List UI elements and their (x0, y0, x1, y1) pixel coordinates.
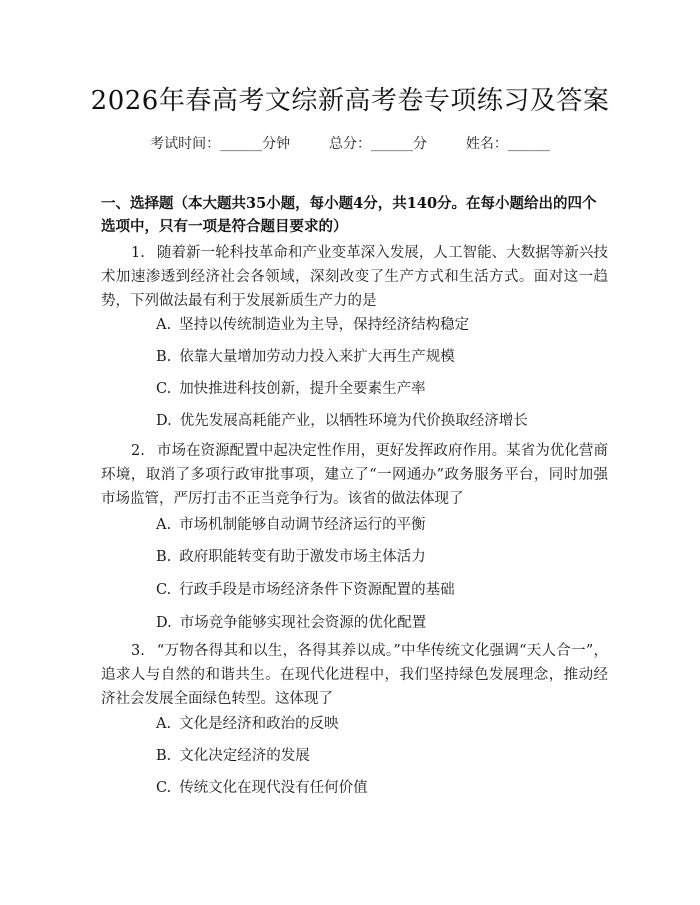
question-3-option-c (156, 778, 368, 798)
option-letter: B. (156, 748, 172, 764)
question-3-stem (101, 639, 608, 711)
option-letter: C. (156, 780, 172, 796)
page-title: 2026年春高考文综新高考卷专项练习及答案 (90, 86, 610, 116)
option-text: 坚持以传统制造业为主导，保持经济结构稳定 (179, 317, 470, 333)
question-number: 2. (131, 443, 145, 459)
question-1-option-c (156, 379, 426, 399)
option-text: 传统文化在现代没有任何价值 (179, 780, 368, 796)
option-text: 行政手段是市场经济条件下资源配置的基础 (179, 582, 455, 598)
question-3-option-b (156, 746, 310, 766)
question-text: 市场在资源配置中起决定性作用，更好发挥政府作用。某省为优化营商环境，取消了多项行政审批事项，建立了“一网通办”政务服务平台，同时加强市场监管，严厉打击不正当竞争行为。该省的做法体现了 (101, 443, 608, 507)
option-letter: A. (156, 317, 172, 333)
question-1-option-b (156, 347, 455, 367)
option-letter: C. (156, 582, 172, 598)
option-text: 文化是经济和政治的反映 (179, 716, 339, 732)
question-number: 1. (131, 245, 145, 261)
question-2-option-d (156, 613, 426, 633)
option-text: 政府职能转变有助于激发市场主体活力 (179, 549, 426, 565)
question-3-option-a (156, 714, 339, 734)
option-letter: B. (156, 349, 172, 365)
option-text: 依靠大量增加劳动力投入来扩大再生产规模 (179, 349, 455, 365)
exam-info-line (0, 133, 700, 153)
question-2-stem (101, 439, 608, 511)
question-1-option-a (156, 315, 469, 335)
option-letter: D. (156, 413, 172, 429)
time-unit: 分钟 (262, 136, 291, 152)
time-blank: ______ (220, 136, 263, 152)
question-number: 3. (131, 643, 145, 659)
question-text: 随着新一轮科技革命和产业变革深入发展，人工智能、大数据等新兴技术加速渗透到经济社会各领域，深刻改变了生产方式和生活方式。面对这一趋势，下列做法最有利于发展新质生产力的是 (101, 245, 608, 309)
question-2-option-b (156, 547, 426, 567)
question-1-stem (101, 241, 608, 313)
name-blank: ______ (507, 136, 550, 152)
option-text: 加快推进科技创新，提升全要素生产率 (179, 381, 426, 397)
name-label: 姓名： (465, 136, 508, 152)
question-1-option-d (156, 411, 528, 431)
option-letter: A. (156, 716, 172, 732)
score-unit: 分 (413, 136, 427, 152)
score-label: 总分： (329, 136, 371, 152)
question-2-option-c (156, 580, 455, 600)
option-letter: A. (156, 517, 172, 533)
score-blank: ______ (371, 136, 413, 152)
time-label: 考试时间： (150, 136, 221, 152)
section-heading: 一、选择题（本大题共35小题，每小题4分，共140分。在每小题给出的四个选项中，只有一项是符合题目要求的） (101, 195, 597, 235)
question-2-option-a (156, 515, 426, 535)
option-letter: C. (156, 381, 172, 397)
question-text: “万物各得其和以生，各得其养以成。”中华传统文化强调“天人合一”，追求人与自然的和谐共生。在现代化进程中，我们坚持绿色发展理念，推动经济社会发展全面绿色转型。这体现了 (101, 643, 608, 707)
option-text: 市场机制能够自动调节经济运行的平衡 (179, 517, 426, 533)
option-text: 优先发展高耗能产业，以牺牲环境为代价换取经济增长 (179, 413, 528, 429)
option-letter: D. (156, 615, 172, 631)
option-text: 文化决定经济的发展 (179, 748, 310, 764)
option-letter: B. (156, 549, 172, 565)
option-text: 市场竞争能够实现社会资源的优化配置 (179, 615, 427, 631)
